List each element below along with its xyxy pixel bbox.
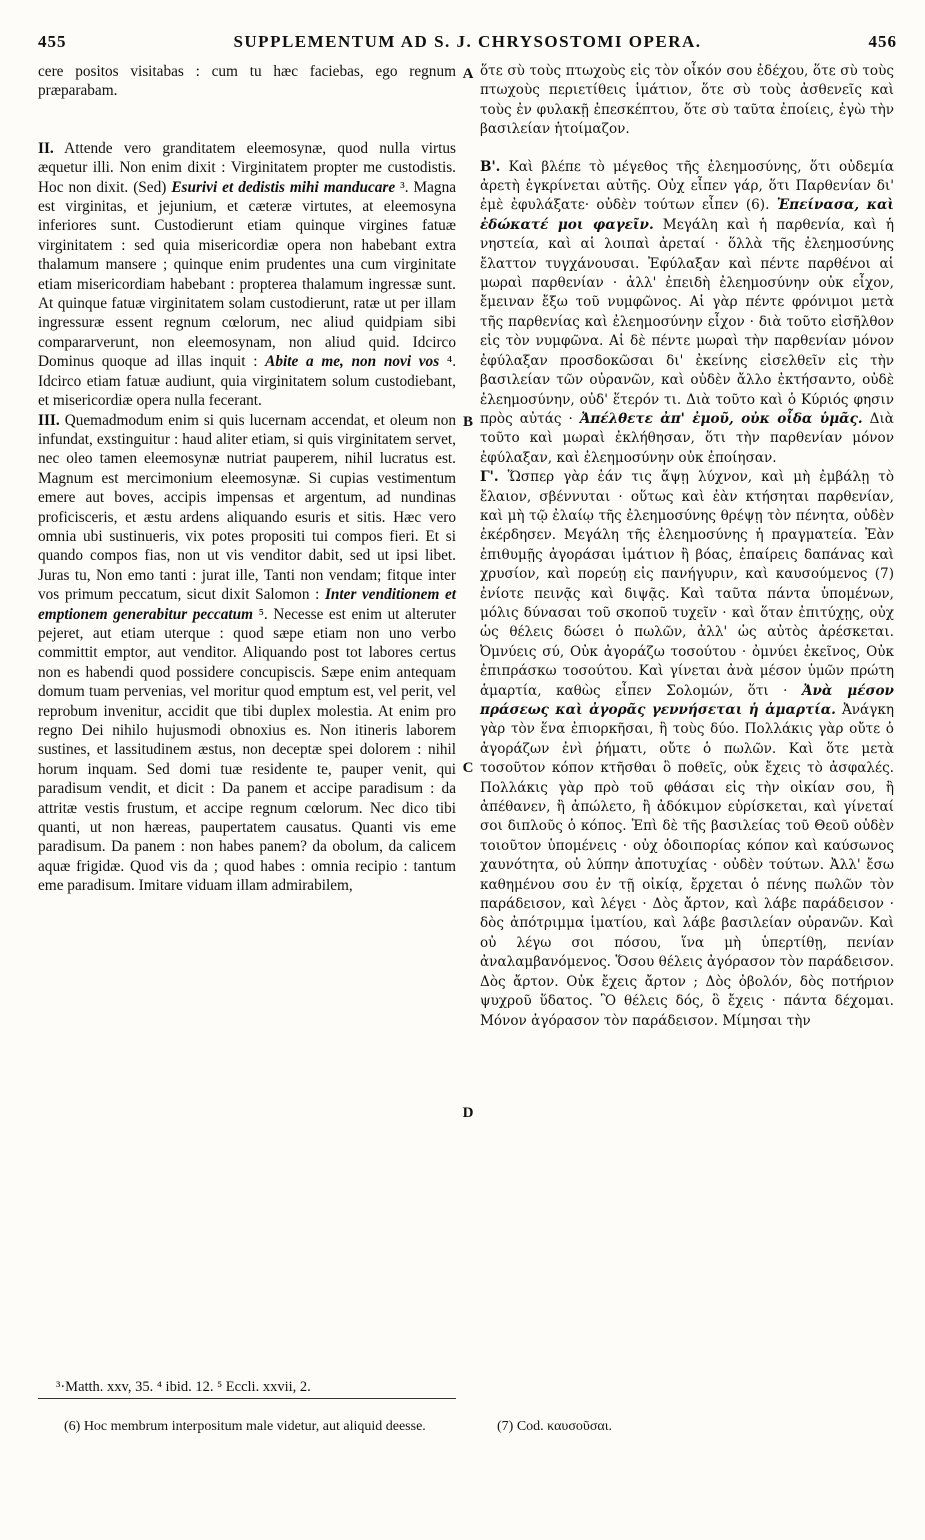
greek-text: Διὰ τοῦτο καὶ μωραὶ ἐκλήθησαν, ὅτι τὴν παρθενίαν μόνον ἐφύλαξαν, καὶ ἐλεημοσύνην οὐκ ἐποίησαν. (480, 410, 894, 466)
section-label: III. (38, 411, 60, 429)
latin-text: cere positos visitabas : cum tu hæc faciebas, ego regnum præparabam. (38, 63, 456, 100)
margin-marker-d: D (462, 1105, 474, 1121)
greek-paragraph-intro (480, 62, 894, 140)
latin-paragraph-intro (38, 62, 456, 101)
running-header (38, 32, 897, 56)
margin-marker-b: B (462, 414, 473, 430)
latin-text: Magna est virginitas, et jejunium, et cæteræ virtutes, at eleemosyna inferiores sunt. Custodierunt etiam quinque virgines fatuæ virginitatem : sed quia misericordiæ opera non habebant extra thalamum mansere ; quinque enim prudentes una cum virginitate etiam misericordiam habebant : propterea thalamum ingressæ sunt. At quinque fatuæ virginitatem solam custodierunt, ratæ ut per illam ingressuræ essent regnum cœlorum, nec aliud quidpiam sibi compararverunt, non eleemosynam, non aliud quid. Idcirco Dominus quoque ad illas inquit : (38, 178, 457, 371)
margin-marker-c: C (462, 760, 474, 776)
footnote-6: (6) Hoc membrum interpositum male videtur, aut aliquid deesse. (64, 1419, 426, 1434)
latin-paragraph-ii (38, 139, 456, 411)
greek-text: Ὥσπερ γὰρ ἐάν τις ἅψῃ λύχνον, καὶ μὴ ἐμβάλῃ τὸ ἔλαιον, σβέννυται · οὕτως καὶ ἐὰν κτήσηται παρθενίαν, καὶ μὴ τῷ ἐλαίῳ τῆς ἐλεημοσύνης θρέψῃ τὸν πένητα, οὐδὲν ἐκέρδησεν. Μεγάλη τῆς ἐλεημοσύνης ἡ πραγματεία. Ἐὰν ἐπιθυμῇς ἀγοράσαι ἱμάτιον ἢ βόας, ἐπαίρεις δαπάνας καὶ χρυσίον, καὶ πορεύῃ εἰς πανήγυριν, καὶ καυσούμενος (7) ἐνίοτε πεινᾷς καὶ διψᾷς. Καὶ ταῦτα πάντα ὑπομένων, μόλις δύνασαι τοῦ σκοποῦ τυχεῖν · καὶ ὅταν ἐπιτύχῃς, οὐχ ὡς θέλεις δώσει ὁ πωλῶν, ἀλλ' ὡς αὐτὸς ἀρέσκεται. Ὀμνύεις σύ, Οὐκ ἀγοράζω τοσούτου · ὀμνύει ἐκεῖνος, Οὐκ ἐπιπράσκω τοσούτου. Καὶ γίνεται ἀνὰ μέσον ὑμῶν πρώτη ἁμαρτία, καθὼς εἶπεν Σολομών, ὅτι · (480, 469, 894, 699)
latin-column (38, 62, 456, 896)
scripture-quote: Esurivi et dedistis mihi manducare (171, 178, 396, 196)
scripture-quote: Ἐπείνασα, καὶ ἐδώκατέ μοι φαγεῖν. (480, 197, 894, 233)
scripture-quote: Inter venditionem et emptionem generabitur peccatum (38, 586, 456, 623)
greek-paragraph-beta (480, 158, 894, 469)
footnote-ref: ³. (395, 178, 409, 196)
section-label: II. (38, 139, 54, 157)
scripture-quote: Ἀνὰ μέσον πράσεως καὶ ἀγορᾶς γεννήσεται ἡ ἁμαρτία. (480, 682, 894, 718)
greek-text: Μεγάλη καὶ ἡ παρθενία, καὶ ἡ νηστεία, καὶ αἱ λοιπαὶ ἀρεταί · ὅλλὰ τῆς ἐλεημοσύνης ἔλαττον τυγχάνουσαι. Ἐφύλαξαν καὶ πέντε παρθένοι αἱ μωραὶ παρθενίαν · ἀλλ' ἐπειδὴ ἐλεημοσύνην οὐκ εἶχον, ἔμειναν ἔξω τοῦ νυμφῶνος. Αἱ γὰρ πέντε φρόνιμοι μετὰ τῆς παρθενίας καὶ ἐλεημοσύνην εἶχον · διὰ τοῦτο εἰσῆλθον εἰς τὸν νυμφῶνα. Αἱ δὲ πέντε μωραὶ τὴν παρθενίαν μόνον ἐφύλαξαν προσδοκῶσαι δι' ἐκείνης εἰσελθεῖν εἰς τὴν βασιλείαν τῶν οὐρανῶν, καὶ οὐδὲν ἄλλο ἐκτήσαντο, οὐδὲ ἐλεημοσύνην, οὐδ' ἕτερόν τι. Διὰ τοῦτο καὶ ὁ Κύριός φησιν πρὸς αὐτάς · (480, 216, 894, 427)
greek-text: Ἀνάγκη γὰρ τὸν ἕνα ἐπιορκῆσαι, ἢ τοὺς δύο. Πολλάκις γὰρ οὔτε ὁ ἀγοράζων ἐνὶ ῥήματι, οὔτε ὁ πωλῶν. Καὶ ὅτε μετὰ τοσοῦτον κόπον κτῆσθαι ὃ ποθεῖς, οὐκ ἔχεις τὸ ἀσφαλές. Πολλάκις γὰρ πρὸ τοῦ φθάσαι εἰς τὴν οἰκίαν σου, ἢ ἀπέθανεν, ἢ ἀπώλετο, ἢ ἀδόκιμον εὑρίσκεται, καὶ γίνεταί σοι διπλοῦς ὁ κόπος. Ἐπὶ δὲ τῆς βασιλείας τοῦ Θεοῦ οὐδὲν τοιοῦτον ὑπομένεις · οὐχ ὁδοιπορίας κόπον καὶ καύσωνος χαυνότητα, οὐ λύπην ἀποτυχίας · οὐδὲν τούτων. Ἀλλ' ἔσω καθημένου σου ἐν τῇ οἰκίᾳ, ἔρχεται ὁ πένης πωλῶν τὸν παράδεισον, καὶ λέγει · Δὸς ἄρτον, καὶ λάβε παράδεισον · δὸς ἀπότριμμα ἱματίου, καὶ λάβε βασιλείαν οὐρανῶν. Καὶ οὐ λέγω σοι πόσου, ἵνα μὴ ὑπερτίθῃ, πενίαν ἀναλαμβανόμενος. Ὅσου θέλεις ἀγόρασον τὸν παράδεισον. Δὸς ἄρτον. Οὐκ ἔχεις ἄρτον ; Δὸς ὀβολόν, δὸς ποτήριον ψυχροῦ ὕδατος. Ὃ θέλεις δός, ὃ ἔχεις · πάντα δέχομαι. Μόνον ἀγόρασον τὸν παράδεισον. Μίμησαι τὴν (480, 702, 894, 1029)
page-number-left: 455 (38, 32, 67, 51)
section-label: Γ'. (480, 469, 499, 486)
footnote-divider (38, 1398, 456, 1399)
scripture-quote: Ἀπέλθετε ἀπ' ἐμοῦ, οὐκ οἶδα ὑμᾶς. (579, 410, 863, 427)
section-label: Β'. (480, 158, 501, 175)
latin-text: Necesse est enim ut alteruter pejeret, aut etiam uterque : quod sæpe etiam non uno verbo committit emptor, aut venditor. Aliquando post tot labores certus non es habendi quod possidere concupiscis. Sæpe enim antequam domum tuam pervenias, vel moritur quod emptum est, vel perit, vel reprobum invenitur, accidit que tibi duplex molestia. At enim pro regno Dei nihilo hujusmodi obnoxius es. Non itineris laborem sustines, et lassitudinem æstus, non deceptæ spei dolorem : nihil horum inquam. Sed domi tuæ residente te, pauper venit, qui paradisum vendit, et dicit : Da panem et accipe paradisum : da attritæ vestis frustum, et accipe regnum cœlorum. Nec dico tibi quanti, ut non hæreas, paupertatem causatus. Quanti vis eme paradisum. Da panem : non habes panem? da obolum, da calicem aquæ frigidæ. Quod vis da ; quod habes : omnia recipio : tantum eme paradisum. Imitare viduam illam admirabilem, (38, 605, 456, 895)
greek-text: ὅτε σὺ τοὺς πτωχοὺς εἰς τὸν οἶκόν σου ἐδέχου, ὅτε σὺ τοὺς πτωχοὺς περιετίθεις ἱμάτιον, ὅτε σὺ τοὺς ἀσθενεῖς καὶ τοὺς ἐν φυλακῇ ἐπεσκέπτου, ὅτε σὺ ταῦτα ἐποίεις, ἐγὼ τὴν βασιλείαν ἡτοίμαζον. (480, 63, 894, 138)
latin-text: Quemadmodum enim si quis lucernam accendat, et oleum non infundat, exstinguitur : haud aliter etiam, si quis virginitatem servet, nec oleo tamen eleemosynæ nutriat pauperem, nihil lucratus est. Magnum est mercimonium eleemosynæ. Si cupias vestimentum emere aut boves, accipis impensas et argentum, ad nundinas proficisceris, et æstu ardens aliquando esuris et sitis. Hæc vero omnia ubi sustinueris, vix potes propositi tui compos fieri. Et si quando compos fias, non ut vis venditor dabit, sed ut ipsi libet. Juras tu, Non emo tanti : jurat ille, Tanti non vendam; fitque inter vos primum peccatum, sicut dixit Salomon : (38, 411, 456, 604)
scripture-quote: Abite a me, non novi vos (265, 353, 440, 371)
scripture-references: ³·Matth. xxv, 35. ⁴ ibid. 12. ⁵ Eccli. xxvii, 2. (56, 1379, 311, 1395)
footnote-ref: ⁴. (439, 353, 457, 371)
margin-marker-a: A (462, 66, 474, 82)
latin-paragraph-iii (38, 411, 456, 896)
greek-column (480, 62, 894, 1031)
greek-paragraph-gamma (480, 468, 894, 1031)
latin-text: Attende vero granditatem eleemosynæ, quod nulla virtus æquetur illi. Non enim dixit : Virginitatem propter me custodistis. Hoc non dixit. (Sed) (38, 139, 456, 196)
running-title: SUPPLEMENTUM AD S. J. CHRYSOSTOMI OPERA. (233, 32, 702, 51)
greek-text: Καὶ βλέπε τὸ μέγεθος τῆς ἐλεημοσύνης, ὅτι οὐδεμία ἀρετὴ ἐγκρίνεται αὐτῆς. Οὐχ εἶπεν γάρ, ὅτι Παρθενίαν δι' ἐμὲ ἐφυλάξατε· οὐδὲν τούτων εἶπεν (6). (480, 158, 894, 214)
page-number-right: 456 (868, 32, 897, 51)
latin-text: Idcirco etiam fatuæ audiunt, quia virginitatem solum custodiebant, et misericordiæ opera nulla fecerant. (38, 372, 456, 410)
footnote-ref: ⁵. (253, 605, 268, 623)
footnote-7: (7) Cod. καυσοῦσαι. (497, 1419, 612, 1434)
